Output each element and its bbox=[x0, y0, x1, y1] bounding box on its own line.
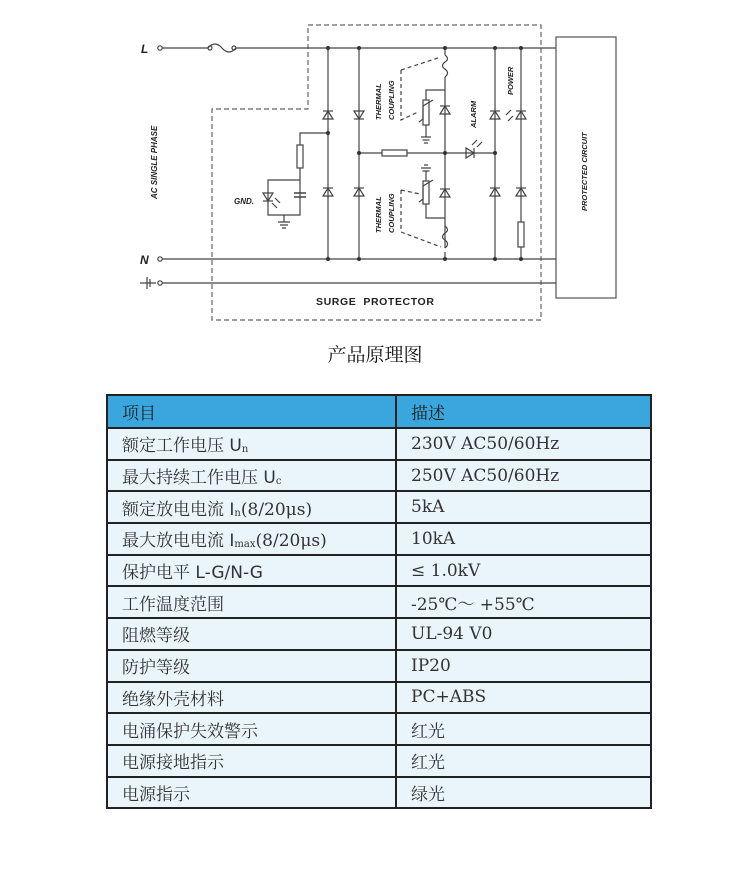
surge-protector-label: SURGE PROTECTOR bbox=[316, 296, 435, 308]
item-cell bbox=[107, 713, 396, 745]
item-cell bbox=[107, 682, 396, 714]
gnd-label: GND. bbox=[234, 197, 254, 206]
header-description: 描述 bbox=[396, 395, 651, 428]
item-label: 最大持续工作电压 U bbox=[122, 468, 276, 489]
value-cell: UL-94 V0 bbox=[396, 618, 651, 650]
item-cell bbox=[107, 586, 396, 618]
value-cell: 250V AC50/60Hz bbox=[396, 460, 651, 492]
item-label: 阻燃等级 bbox=[122, 626, 190, 647]
table-row bbox=[107, 745, 651, 777]
surge-protector-outline bbox=[212, 25, 541, 320]
item-cell bbox=[107, 618, 396, 650]
table-row bbox=[107, 523, 651, 555]
table-header-row bbox=[107, 395, 651, 428]
item-label: 电涌保护失效警示 bbox=[122, 721, 258, 742]
thermal-top-label-2: COUPLING bbox=[387, 80, 396, 120]
table-row bbox=[107, 491, 651, 523]
circuit-diagram bbox=[0, 0, 750, 330]
item-cell bbox=[107, 428, 396, 460]
table-row bbox=[107, 682, 651, 714]
item-label: 绝缘外壳材料 bbox=[122, 689, 224, 710]
item-cell bbox=[107, 460, 396, 492]
thermal-bottom-label-2: COUPLING bbox=[387, 193, 396, 233]
value-cell: -25℃～ +55℃ bbox=[396, 586, 651, 618]
item-cell bbox=[107, 555, 396, 587]
item-subscript: c bbox=[275, 476, 282, 488]
item-label: 电源接地指示 bbox=[122, 753, 224, 774]
value-cell: 红光 bbox=[396, 713, 651, 745]
line-l-label: L bbox=[141, 42, 149, 56]
item-cell bbox=[107, 777, 396, 809]
item-label: 电源指示 bbox=[122, 784, 190, 805]
item-suffix: (8/20μs) bbox=[255, 531, 327, 552]
table-row bbox=[107, 460, 651, 492]
value-cell: ≤ 1.0kV bbox=[396, 555, 651, 587]
table-row bbox=[107, 586, 651, 618]
item-subscript: n bbox=[241, 444, 249, 456]
table-row bbox=[107, 713, 651, 745]
table-row bbox=[107, 618, 651, 650]
item-cell bbox=[107, 650, 396, 682]
table-row bbox=[107, 777, 651, 809]
item-label: 额定工作电压 U bbox=[122, 436, 242, 457]
value-cell: PC+ABS bbox=[396, 682, 651, 714]
table-row bbox=[107, 428, 651, 460]
thermal-top-label-1: THERMAL bbox=[374, 83, 383, 120]
item-subscript: n bbox=[234, 507, 241, 519]
item-cell bbox=[107, 523, 396, 555]
table-row bbox=[107, 555, 651, 587]
alarm-label: ALARM bbox=[469, 100, 478, 128]
value-cell: 5kA bbox=[396, 491, 651, 523]
item-label: 最大放电电流 I bbox=[122, 531, 235, 552]
value-cell: 红光 bbox=[396, 745, 651, 777]
value-cell: 绿光 bbox=[396, 777, 651, 809]
value-cell: 230V AC50/60Hz bbox=[396, 428, 651, 460]
resistor-icon bbox=[297, 145, 303, 168]
protected-circuit-label: PROTECTED CIRCUIT bbox=[580, 132, 589, 211]
power-label: POWER bbox=[506, 66, 515, 95]
item-cell bbox=[107, 491, 396, 523]
value-cell: IP20 bbox=[396, 650, 651, 682]
resistor-icon bbox=[518, 222, 524, 247]
line-n-label: N bbox=[140, 253, 149, 267]
item-label: 额定放电电流 I bbox=[122, 499, 235, 520]
item-label: 防护等级 bbox=[122, 658, 190, 679]
thermal-fuse-icon bbox=[443, 55, 448, 77]
item-suffix: (8/20μs) bbox=[240, 499, 313, 520]
header-item: 项目 bbox=[107, 395, 396, 428]
diagram-title: 产品原理图 bbox=[327, 344, 423, 366]
thermal-bottom-label-1: THERMAL bbox=[374, 196, 383, 233]
item-label: 保护电平 L-G/N-G bbox=[122, 563, 263, 584]
item-subscript: max bbox=[234, 539, 256, 551]
item-label: 工作温度范围 bbox=[122, 594, 224, 615]
value-cell: 10kA bbox=[396, 523, 651, 555]
earth-symbol-icon bbox=[140, 277, 156, 289]
resistor-icon bbox=[382, 150, 407, 156]
phase-label: AC SINGLE PHASE bbox=[150, 125, 159, 199]
spec-table bbox=[106, 394, 652, 809]
table-row bbox=[107, 650, 651, 682]
item-cell bbox=[107, 745, 396, 777]
